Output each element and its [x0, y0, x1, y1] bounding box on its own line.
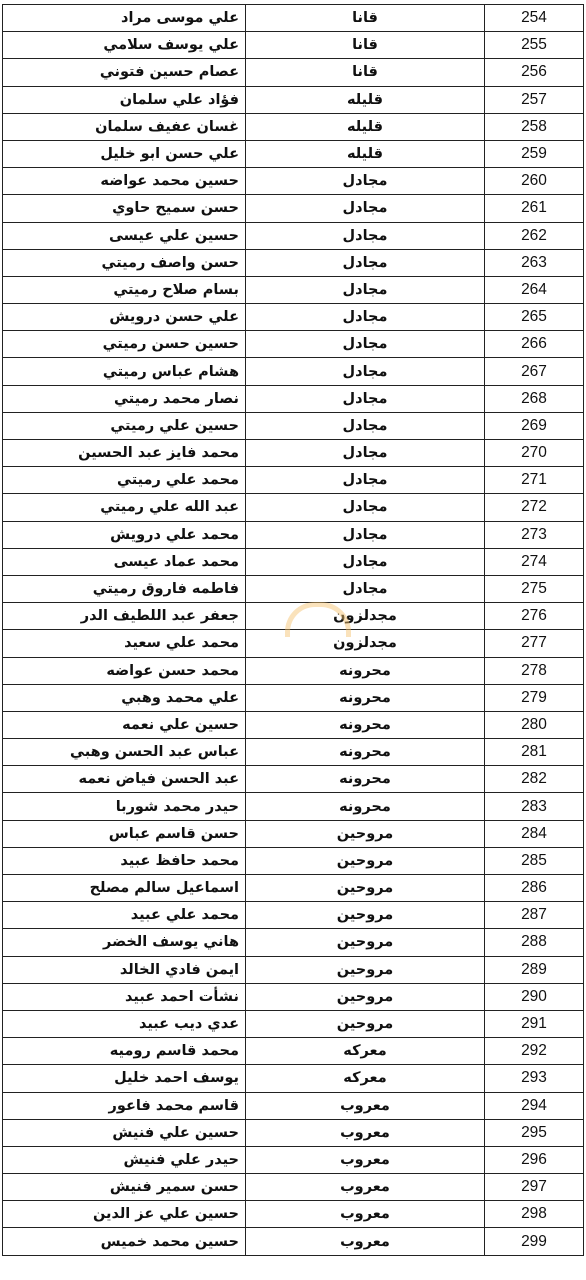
table-row — [3, 657, 584, 684]
name-cell: علي حسن ابو خليل — [3, 140, 246, 167]
village-cell: معروب — [246, 1174, 485, 1201]
village-cell: مروحين — [246, 875, 485, 902]
name-cell: محمد فايز عبد الحسين — [3, 440, 246, 467]
name-cell: علي محمد وهبي — [3, 684, 246, 711]
name-cell: محمد علي عبيد — [3, 902, 246, 929]
table-row — [3, 1010, 584, 1037]
village-cell: معركه — [246, 1038, 485, 1065]
table-row — [3, 222, 584, 249]
village-cell: مجادل — [246, 168, 485, 195]
table-row — [3, 766, 584, 793]
name-cell: عدي ديب عبيد — [3, 1010, 246, 1037]
village-cell: معروب — [246, 1228, 485, 1255]
name-cell: بسام صلاح رميتي — [3, 276, 246, 303]
name-cell: علي يوسف سلامي — [3, 32, 246, 59]
number-cell: 287 — [485, 902, 584, 929]
village-cell: مروحين — [246, 847, 485, 874]
village-cell: مجادل — [246, 331, 485, 358]
village-cell: مجادل — [246, 494, 485, 521]
village-cell: قانا — [246, 59, 485, 86]
village-cell: محرونه — [246, 766, 485, 793]
table-row — [3, 276, 584, 303]
number-cell: 284 — [485, 820, 584, 847]
table-row — [3, 331, 584, 358]
number-cell: 268 — [485, 385, 584, 412]
name-cell: حسين علي رميتي — [3, 412, 246, 439]
table-row — [3, 195, 584, 222]
name-cell: علي حسن درويش — [3, 304, 246, 331]
number-cell: 261 — [485, 195, 584, 222]
name-cell: محمد علي رميتي — [3, 467, 246, 494]
village-cell: مروحين — [246, 956, 485, 983]
table-row — [3, 32, 584, 59]
table-row — [3, 793, 584, 820]
village-cell: مجادل — [246, 385, 485, 412]
name-cell: محمد حافظ عبيد — [3, 847, 246, 874]
number-cell: 299 — [485, 1228, 584, 1255]
village-cell: مجادل — [246, 548, 485, 575]
village-cell: مجادل — [246, 276, 485, 303]
table-row — [3, 1065, 584, 1092]
table-row — [3, 385, 584, 412]
number-cell: 276 — [485, 603, 584, 630]
village-cell: معروب — [246, 1092, 485, 1119]
table-row — [3, 412, 584, 439]
table-row — [3, 902, 584, 929]
table-row — [3, 929, 584, 956]
table-row — [3, 820, 584, 847]
village-cell: محرونه — [246, 657, 485, 684]
table-row — [3, 548, 584, 575]
village-cell: محرونه — [246, 684, 485, 711]
number-cell: 269 — [485, 412, 584, 439]
village-cell: قانا — [246, 5, 485, 32]
table-row — [3, 847, 584, 874]
table-row — [3, 603, 584, 630]
name-cell: ايمن فادي الخالد — [3, 956, 246, 983]
village-cell: مجادل — [246, 195, 485, 222]
village-cell: معروب — [246, 1119, 485, 1146]
number-cell: 260 — [485, 168, 584, 195]
number-cell: 277 — [485, 630, 584, 657]
name-cell: عبد الحسن فياض نعمه — [3, 766, 246, 793]
name-cell: حسن واصف رميتي — [3, 249, 246, 276]
name-cell: حسن سميح حاوي — [3, 195, 246, 222]
number-cell: 267 — [485, 358, 584, 385]
name-cell: حسين حسن رميتي — [3, 331, 246, 358]
name-cell: عبد الله علي رميتي — [3, 494, 246, 521]
village-cell: قليله — [246, 140, 485, 167]
table-row — [3, 711, 584, 738]
name-cell: حسين علي فنيش — [3, 1119, 246, 1146]
village-cell: معركه — [246, 1065, 485, 1092]
name-cell: حسين علي نعمه — [3, 711, 246, 738]
table-row — [3, 1174, 584, 1201]
number-cell: 271 — [485, 467, 584, 494]
village-cell: محرونه — [246, 793, 485, 820]
village-cell: محرونه — [246, 739, 485, 766]
number-cell: 254 — [485, 5, 584, 32]
village-cell: مجدلزون — [246, 603, 485, 630]
number-cell: 262 — [485, 222, 584, 249]
number-cell: 272 — [485, 494, 584, 521]
village-cell: مروحين — [246, 902, 485, 929]
number-cell: 292 — [485, 1038, 584, 1065]
table-row — [3, 983, 584, 1010]
table-row — [3, 684, 584, 711]
name-cell: هشام عباس رميتي — [3, 358, 246, 385]
table-row — [3, 59, 584, 86]
table-row — [3, 630, 584, 657]
village-cell: مجادل — [246, 467, 485, 494]
village-cell: قانا — [246, 32, 485, 59]
number-cell: 290 — [485, 983, 584, 1010]
table-row — [3, 494, 584, 521]
name-cell: عباس عبد الحسن وهبي — [3, 739, 246, 766]
name-cell: محمد علي درويش — [3, 521, 246, 548]
village-cell: قليله — [246, 113, 485, 140]
table-row — [3, 140, 584, 167]
table-row — [3, 1201, 584, 1228]
number-cell: 293 — [485, 1065, 584, 1092]
table-row — [3, 86, 584, 113]
name-cell: يوسف احمد خليل — [3, 1065, 246, 1092]
table-row — [3, 113, 584, 140]
name-cell: محمد حسن عواضه — [3, 657, 246, 684]
village-cell: مجادل — [246, 222, 485, 249]
number-cell: 282 — [485, 766, 584, 793]
number-cell: 273 — [485, 521, 584, 548]
table-row — [3, 575, 584, 602]
name-cell: نصار محمد رميتي — [3, 385, 246, 412]
name-cell: حيدر محمد شوربا — [3, 793, 246, 820]
number-cell: 294 — [485, 1092, 584, 1119]
village-cell: قليله — [246, 86, 485, 113]
village-cell: مجادل — [246, 521, 485, 548]
name-cell: محمد عماد عيسى — [3, 548, 246, 575]
table-row — [3, 875, 584, 902]
table-row — [3, 739, 584, 766]
number-cell: 256 — [485, 59, 584, 86]
table-row — [3, 1228, 584, 1255]
number-cell: 283 — [485, 793, 584, 820]
number-cell: 296 — [485, 1146, 584, 1173]
number-cell: 285 — [485, 847, 584, 874]
table-row — [3, 249, 584, 276]
number-cell: 295 — [485, 1119, 584, 1146]
village-cell: مجادل — [246, 304, 485, 331]
name-cell: محمد قاسم روميه — [3, 1038, 246, 1065]
village-cell: محرونه — [246, 711, 485, 738]
village-cell: مجادل — [246, 440, 485, 467]
number-cell: 257 — [485, 86, 584, 113]
number-cell: 266 — [485, 331, 584, 358]
village-cell: معروب — [246, 1201, 485, 1228]
number-cell: 264 — [485, 276, 584, 303]
name-cell: عصام حسين فتوني — [3, 59, 246, 86]
number-cell: 289 — [485, 956, 584, 983]
name-cell: علي موسى مراد — [3, 5, 246, 32]
table-row — [3, 1038, 584, 1065]
number-cell: 265 — [485, 304, 584, 331]
document-page — [2, 4, 574, 1256]
number-cell: 278 — [485, 657, 584, 684]
number-cell: 274 — [485, 548, 584, 575]
number-cell: 280 — [485, 711, 584, 738]
table-row — [3, 956, 584, 983]
table-row — [3, 5, 584, 32]
number-cell: 286 — [485, 875, 584, 902]
name-cell: نشأت احمد عبيد — [3, 983, 246, 1010]
number-cell: 288 — [485, 929, 584, 956]
village-cell: مروحين — [246, 983, 485, 1010]
name-cell: حسين علي عز الدين — [3, 1201, 246, 1228]
number-cell: 255 — [485, 32, 584, 59]
name-cell: قاسم محمد فاعور — [3, 1092, 246, 1119]
number-cell: 279 — [485, 684, 584, 711]
table-row — [3, 304, 584, 331]
number-cell: 258 — [485, 113, 584, 140]
number-cell: 291 — [485, 1010, 584, 1037]
name-cell: فاطمه فاروق رميتي — [3, 575, 246, 602]
number-cell: 275 — [485, 575, 584, 602]
village-cell: مجادل — [246, 575, 485, 602]
names-table — [2, 4, 584, 1256]
village-cell: مروحين — [246, 1010, 485, 1037]
name-cell: محمد علي سعيد — [3, 630, 246, 657]
table-row — [3, 1119, 584, 1146]
table-row — [3, 1146, 584, 1173]
table-row — [3, 521, 584, 548]
table-row — [3, 440, 584, 467]
table-row — [3, 1092, 584, 1119]
name-cell: حسين محمد خميس — [3, 1228, 246, 1255]
village-cell: مجادل — [246, 358, 485, 385]
name-cell: حسين محمد عواضه — [3, 168, 246, 195]
name-cell: حسن سمير فنيش — [3, 1174, 246, 1201]
village-cell: مجدلزون — [246, 630, 485, 657]
name-cell: حيدر علي فنيش — [3, 1146, 246, 1173]
table-row — [3, 168, 584, 195]
number-cell: 298 — [485, 1201, 584, 1228]
name-cell: هاني يوسف الخضر — [3, 929, 246, 956]
village-cell: مجادل — [246, 249, 485, 276]
name-cell: اسماعيل سالم مصلح — [3, 875, 246, 902]
number-cell: 281 — [485, 739, 584, 766]
name-cell: غسان عفيف سلمان — [3, 113, 246, 140]
name-cell: حسين علي عيسى — [3, 222, 246, 249]
number-cell: 259 — [485, 140, 584, 167]
village-cell: مروحين — [246, 820, 485, 847]
table-body — [3, 5, 584, 1256]
village-cell: معروب — [246, 1146, 485, 1173]
village-cell: مروحين — [246, 929, 485, 956]
number-cell: 297 — [485, 1174, 584, 1201]
number-cell: 270 — [485, 440, 584, 467]
table-row — [3, 358, 584, 385]
name-cell: فؤاد علي سلمان — [3, 86, 246, 113]
name-cell: جعفر عبد اللطيف الدر — [3, 603, 246, 630]
village-cell: مجادل — [246, 412, 485, 439]
number-cell: 263 — [485, 249, 584, 276]
name-cell: حسن قاسم عباس — [3, 820, 246, 847]
table-row — [3, 467, 584, 494]
